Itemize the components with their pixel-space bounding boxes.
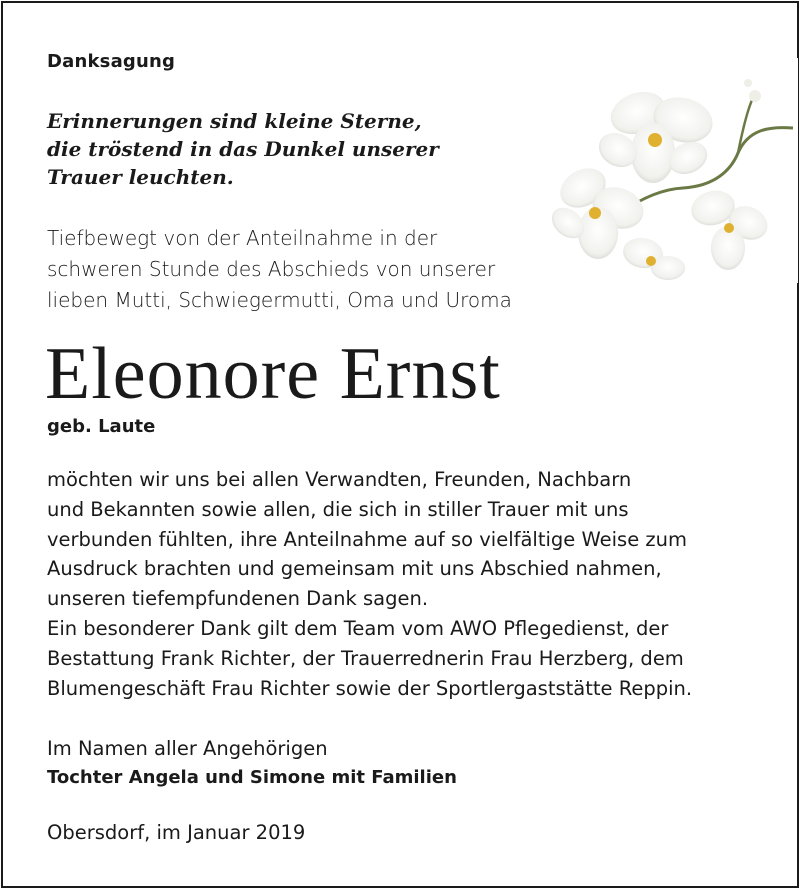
intro-line: schweren Stunde des Abschieds von unserer [47,257,496,281]
quote-block [47,107,439,191]
quote-line: Trauer leuchten. [47,165,234,189]
body-line: unseren tiefempfundenen Dank sagen. [47,587,429,611]
body-line: verbunden fühlten, ihre Anteilnahme auf so vielfältige Weise zum [47,527,687,551]
on-behalf-text: Im Namen aller Angehörigen [47,737,328,760]
body-text [47,465,692,703]
birth-name: geb. Laute [47,416,156,437]
body-line: Bestattung Frank Richter, der Trauerrednerin Frau Herzberg, dem [47,646,684,670]
body-line: Ein besonderer Dank gilt dem Team vom AWO Pflegedienst, der [47,616,669,640]
quote-line: Erinnerungen sind kleine Sterne, [47,109,422,133]
intro-line: lieben Mutti, Schwiegermutti, Oma und Uroma [47,288,512,312]
intro-text [47,223,512,316]
body-line: Ausdruck brachten und gemeinsam mit uns Abschied nahmen, [47,557,662,581]
body-line: möchten wir uns bei allen Verwandten, Freunden, Nachbarn [47,468,632,491]
obituary-frame [1,1,799,888]
deceased-name: Eleonore Ernst [45,333,501,415]
intro-line: Tiefbewegt von der Anteilnahme in der [47,226,438,250]
quote-line: die tröstend in das Dunkel unserer [47,137,439,161]
place-date: Obersdorf, im Januar 2019 [47,821,306,844]
orchid-image [543,58,798,283]
family-signature: Tochter Angela und Simone mit Familien [47,767,457,788]
notice-title: Danksagung [47,51,176,72]
body-line: Blumengeschäft Frau Richter sowie der Sportlergaststätte Reppin. [47,676,693,700]
body-line: und Bekannten sowie allen, die sich in stiller Trauer mit uns [47,497,629,521]
